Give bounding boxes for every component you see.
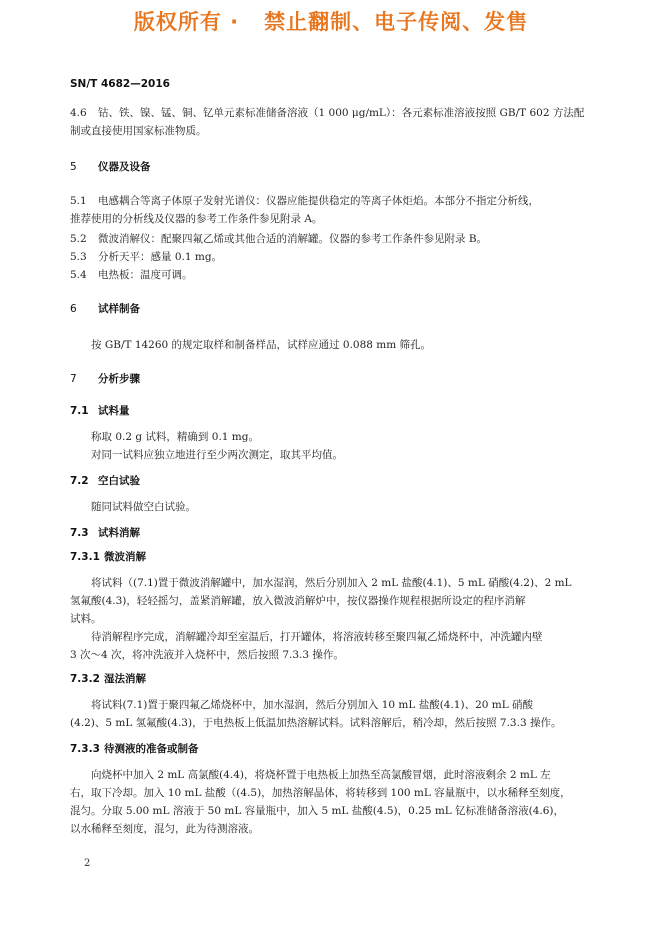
clause-text: 电热板：温度可调。 (98, 269, 193, 281)
section-6-text: 按 GB/T 14260 的规定取样和制备样品，试样应通过 0.088 mm 筛孔。 (91, 339, 432, 351)
clause-7-3-1-text (70, 574, 610, 664)
clause-number: 5.2 (70, 233, 87, 245)
section-number: 6 (70, 303, 77, 315)
clause-line: 3 次～4 次，将冲洗液并入烧杯中，然后按照 7.3.3 操作。 (70, 649, 344, 661)
section-number: 7 (70, 373, 77, 385)
clause-number: 5.1 (70, 195, 87, 207)
section-6-heading (70, 300, 610, 318)
clause-7-3-1-heading (70, 548, 610, 566)
clause-5-3 (70, 248, 610, 266)
copyright-watermark: 版权所有 · 禁止翻制、电子传阅、发售 (133, 10, 529, 34)
clause-number: 7.3.2 (70, 673, 100, 685)
clause-line: 将试料(7.1)置于聚四氟乙烯烧杯中，加水湿润，然后分别加入 10 mL 盐酸(4.1)、20 mL 硝酸 (91, 699, 534, 711)
clause-title: 试料量 (98, 405, 130, 417)
clause-number: 5.3 (70, 251, 87, 263)
clause-line: (4.2)、5 mL 氢氟酸(4.3)，于电热板上低温加热溶解试料。试料溶解后，稍冷却，然后按照 7.3.3 操作。 (70, 717, 562, 729)
clause-7-2-heading (70, 472, 610, 490)
clause-number: 7.2 (70, 475, 89, 487)
clause-7-2-text: 随同试料做空白试验。 (91, 501, 196, 513)
clause-number: 7.1 (70, 405, 89, 417)
clause-7-3-2-text (70, 696, 610, 732)
clause-number: 4.6 (70, 107, 87, 119)
clause-text-cont: 推荐使用的分析线及仪器的参考工作条件参见附录 A。 (70, 213, 323, 225)
section-5-heading (70, 158, 610, 176)
clause-7-3-3-heading (70, 740, 610, 758)
clause-line: 混匀。分取 5.00 mL 溶液于 50 mL 容量瓶中，加入 5 mL 盐酸(4.5)，0.25 mL 钇标准储备溶液(4.6)， (70, 805, 565, 817)
section-number: 5 (70, 161, 77, 173)
clause-text: 钴、铁、镍、锰、铜、钇单元素标准储备溶液（1 000 μg/mL）：各元素标准溶液按照 GB/T 602 方法配 (98, 107, 585, 119)
clause-5-1 (70, 192, 610, 228)
clause-number: 7.3.3 (70, 743, 100, 755)
clause-7-3-3-text (70, 766, 610, 838)
clause-5-4 (70, 266, 610, 284)
standard-code: SN/T 4682—2016 (70, 78, 170, 90)
clause-title: 湿法消解 (104, 673, 146, 685)
clause-7-1-text (70, 428, 631, 464)
clause-text-cont: 制或直接使用国家标准物质。 (70, 125, 207, 137)
clause-line: 以水稀释至刻度，混匀，此为待测溶液。 (70, 823, 259, 835)
section-title: 仪器及设备 (98, 161, 151, 173)
clause-title: 试料消解 (98, 527, 140, 539)
clause-line: 右，取下冷却。加入 10 mL 盐酸（(4.5)，加热溶解晶体，将转移到 100 mL 容量瓶中，以水稀释至刻度， (70, 787, 571, 799)
clause-line: 对同一试料应独立地进行至少两次测定，取其平均值。 (91, 449, 343, 461)
clause-7-3-2-heading (70, 670, 610, 688)
section-title: 分析步骤 (98, 373, 140, 385)
clause-5-2 (70, 230, 610, 248)
clause-text: 分析天平：感量 0.1 mg。 (98, 251, 223, 263)
clause-title: 微波消解 (104, 551, 146, 563)
clause-line: 试料。 (70, 613, 102, 625)
clause-line: 氢氟酸(4.3)，轻轻摇匀，盖紧消解罐，放入微波消解炉中，按仪器操作规程根据所设定的程序消解 (70, 595, 526, 607)
clause-line: 称取 0.2 g 试料，精确到 0.1 mg。 (91, 431, 259, 443)
clause-line: 将试料（(7.1)置于微波消解罐中，加水湿润，然后分别加入 2 mL 盐酸(4.1)、5 mL 硝酸(4.2)、2 mL (91, 577, 572, 589)
clause-line: 向烧杯中加入 2 mL 高氯酸(4.4)，将烧杯置于电热板上加热至高氯酸冒烟，此时溶液剩余 2 mL 左 (91, 769, 551, 781)
section-7-heading (70, 370, 610, 388)
clause-title: 空白试验 (98, 475, 140, 487)
clause-number: 5.4 (70, 269, 87, 281)
section-title: 试样制备 (98, 303, 140, 315)
clause-number: 7.3.1 (70, 551, 100, 563)
page-number: 2 (84, 858, 91, 869)
clause-line: 待消解程序完成，消解罐冷却至室温后，打开罐体，将溶液转移至聚四氟乙烯烧杯中，冲洗罐内壁 (91, 631, 543, 643)
clause-4-6 (70, 104, 610, 140)
clause-7-3-heading (70, 524, 610, 542)
clause-text: 电感耦合等离子体原子发射光谱仪：仪器应能提供稳定的等离子体炬焰。本部分不指定分析线， (98, 195, 539, 207)
clause-title: 待测液的准备或制备 (104, 743, 199, 755)
clause-7-1-heading (70, 402, 610, 420)
clause-number: 7.3 (70, 527, 89, 539)
clause-text: 微波消解仪：配聚四氟乙烯或其他合适的消解罐。仪器的参考工作条件参见附录 B。 (98, 233, 488, 245)
